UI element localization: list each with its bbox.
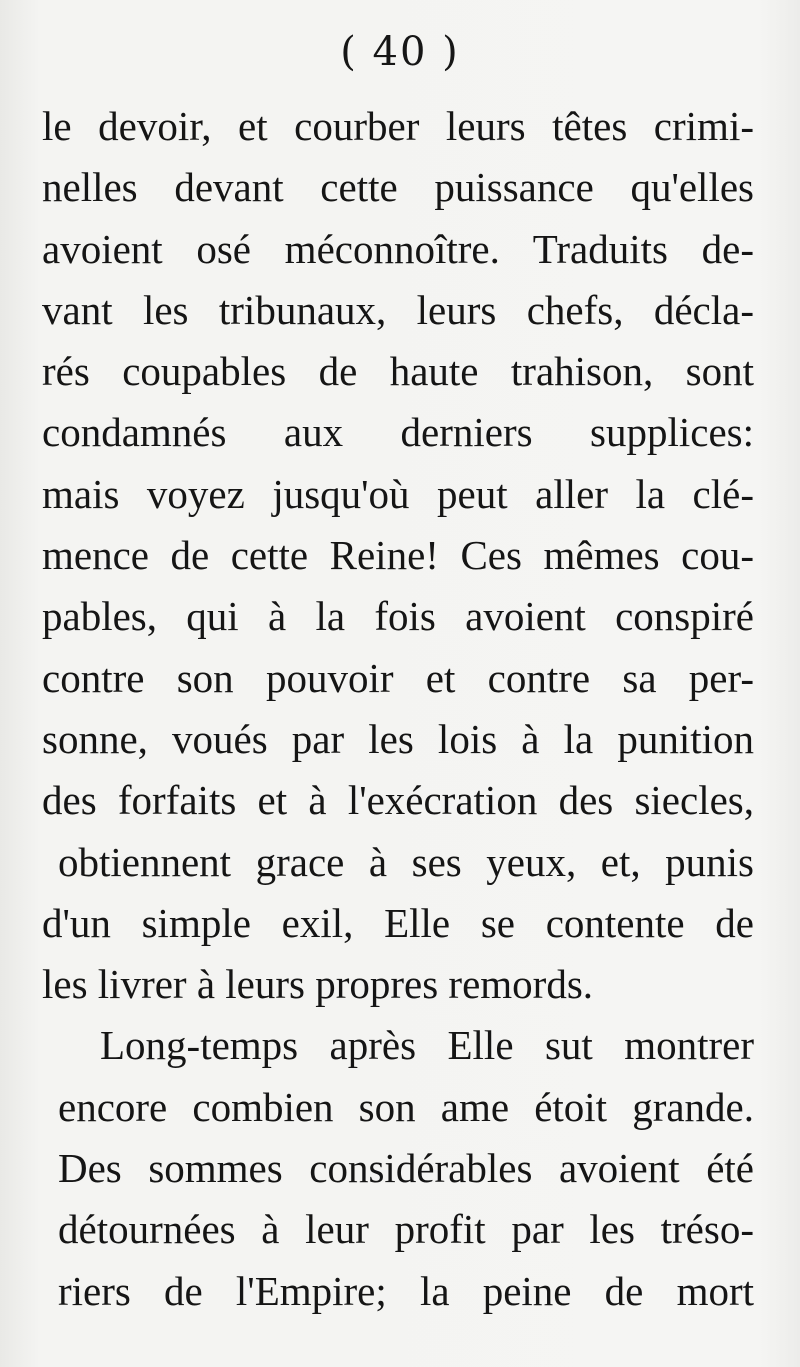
text-line-16: Long-temps après Elle sut montrer [100,1022,754,1069]
text-line-4: vant les tribunaux, leurs chefs, décla- [42,286,754,333]
text-line-14: d'un simple exil, Elle se contente de [42,899,754,946]
text-line-20: riers de l'Empire; la peine de mort [58,1267,754,1314]
text-line-3: avoient osé méconnoître. Traduits de- [42,225,754,272]
text-line-12: des forfaits et à l'exécration des siecles, [42,777,754,824]
text-line-2: nelles devant cette puissance qu'elles [42,164,754,211]
text-line-6: condamnés aux derniers supplices: [42,409,754,456]
page-text [42,96,754,1322]
page-number: ( 40 ) [340,29,460,75]
text-line-17: encore combien son ame étoit grande. [58,1083,754,1130]
text-line-9: pables, qui à la fois avoient conspiré [42,593,754,640]
text-line-19: détournées à leur profit par les tréso- [58,1206,754,1253]
text-line-1: le devoir, et courber leurs têtes crimi- [42,103,754,149]
text-line-5: rés coupables de haute trahison, sont [42,348,754,395]
text-line-11: sonne, voués par les lois à la punition [42,715,754,762]
text-line-10: contre son pouvoir et contre sa per- [42,654,754,701]
text-line-15: les livrer à leurs propres remords. [42,961,594,1008]
text-line-7: mais voyez jusqu'où peut aller la clé- [42,470,754,517]
text-line-18: Des sommes considérables avoient été [58,1145,754,1192]
text-line-8: mence de cette Reine! Ces mêmes cou- [42,532,754,579]
text-line-13: obtiennent grace à ses yeux, et, punis [58,838,754,885]
